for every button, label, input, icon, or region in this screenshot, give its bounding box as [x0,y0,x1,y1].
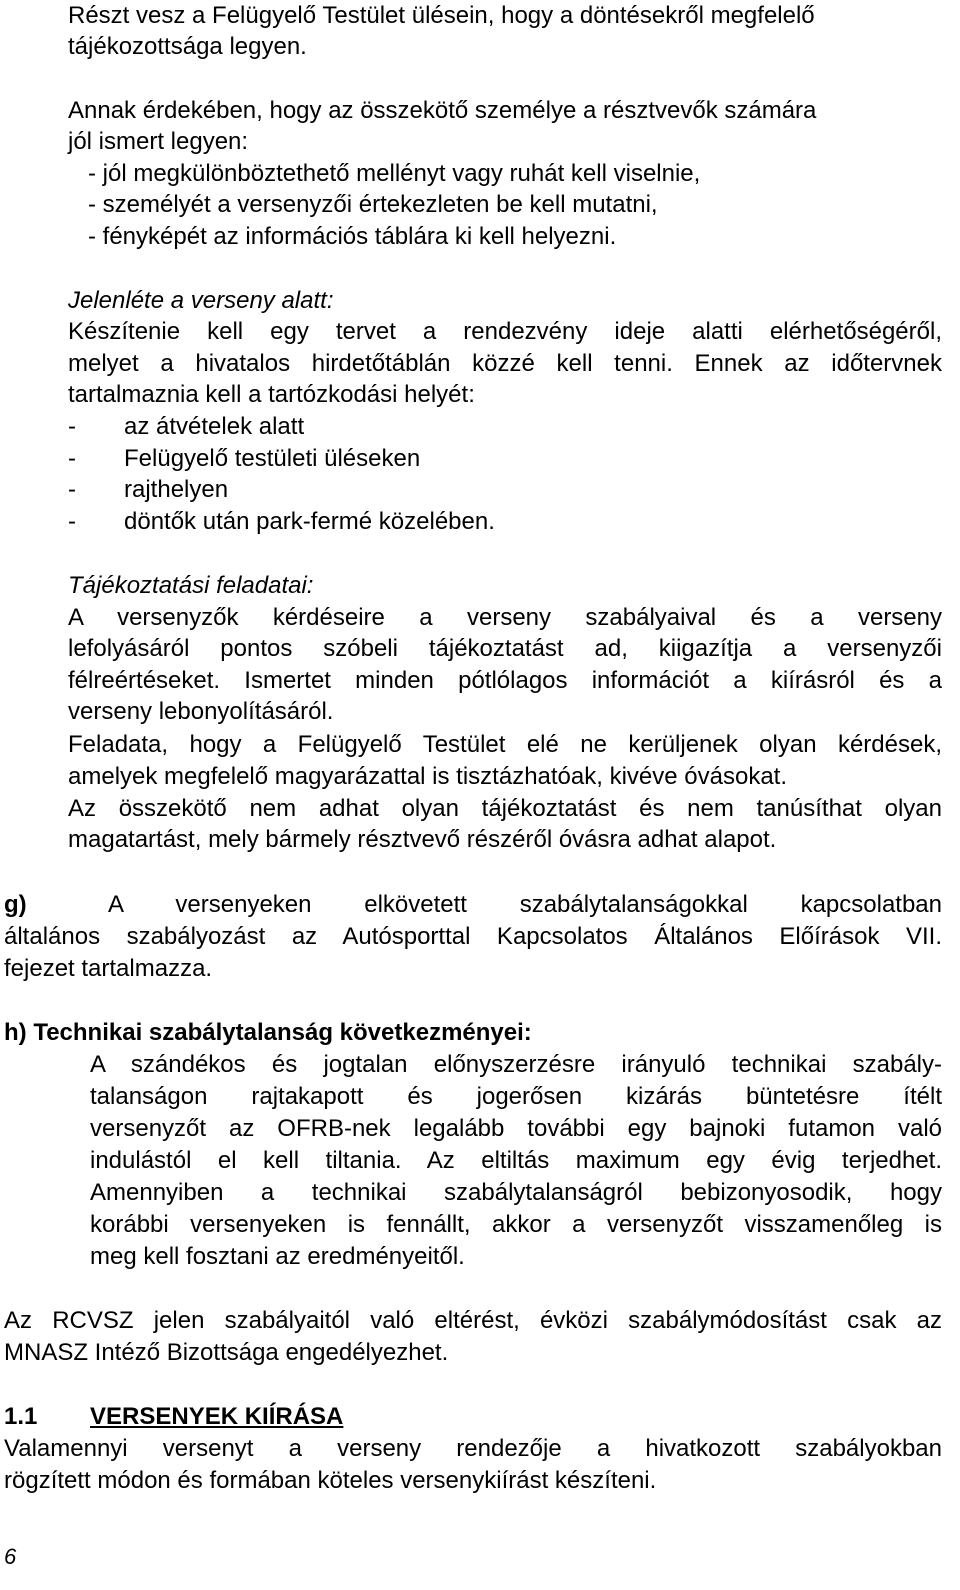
list-item: rajthelyen [124,476,229,503]
list-item: döntők után park-fermé közelében. [124,508,495,535]
paragraph-line: Az összekötő nem adhat olyan tájékoztatást és nem tanúsíthat olyan [68,795,942,822]
paragraph-line: félreértéseket. Ismertet minden pótlólagos információt a kiírásról és a [68,667,942,694]
section-number: 1.1 [4,1403,38,1430]
paragraph-line: tartalmaznia kell a tartózkodási helyét: [68,381,475,408]
list-dash: - [68,413,76,440]
section-title: VERSENYEK KIÍRÁSA [90,1403,344,1430]
paragraph-line: A szándékos és jogtalan előnyszerzésre irányuló technikai szabály- [90,1051,942,1078]
paragraph-line: verseny lebonyolításáról. [68,698,334,725]
paragraph-line: A versenyzők kérdéseire a verseny szabályaival és a verseny [68,604,942,631]
paragraph-line: magatartást, mely bármely résztvevő részéről óvásra adhat alapot. [68,826,777,853]
list-dash: - [68,476,76,503]
list-item: - személyét a versenyzői értekezleten be kell mutatni, [88,191,658,218]
paragraph-line: Készítenie kell egy tervet a rendezvény ideje alatti elérhetőségéről, [68,318,942,345]
paragraph-line: Részt vesz a Felügyelő Testület ülésein, hogy a döntésekről megfelelő [68,2,815,29]
paragraph-line: rögzített módon és formában köteles versenykiírást készíteni. [4,1467,657,1494]
paragraph-line: MNASZ Intéző Bizottsága engedélyezhet. [4,1339,449,1366]
paragraph-line: lefolyásáról pontos szóbeli tájékoztatást ad, kiigazítja a versenyzői [68,635,942,662]
list-dash: - [68,508,76,535]
paragraph-line: amelyek megfelelő magyarázattal is tisztázhatóak, kivéve óvásokat. [68,763,788,790]
paragraph-line: Feladata, hogy a Felügyelő Testület elé ne kerüljenek olyan kérdések, [68,731,942,758]
paragraph-line: Amennyiben a technikai szabálytalanságról bebizonyosodik, hogy [90,1179,942,1206]
paragraph-line: Annak érdekében, hogy az összekötő személye a résztvevők számára [68,97,817,124]
page-number: 6 [4,1544,17,1569]
section-heading: h) Technikai szabálytalanság következményei: [4,1019,532,1046]
list-item: - jól megkülönböztethető mellényt vagy ruhát kell viselnie, [88,160,701,187]
paragraph-line: korábbi versenyeken is fennállt, akkor a versenyzőt visszamenőleg is [90,1211,942,1238]
paragraph-line: Az RCVSZ jelen szabályaitól való eltérést, évközi szabálymódosítást csak az [4,1307,942,1334]
paragraph-line: talanságon rajtakapott és jogerősen kizárás büntetésre ítélt [90,1083,942,1110]
paragraph-line: versenyzőt az OFRB-nek legalább további egy bajnoki futamon való [90,1115,942,1142]
paragraph-line: Valamennyi versenyt a verseny rendezője a hivatkozott szabályokban [4,1435,942,1462]
section-heading: Tájékoztatási feladatai: [68,572,314,599]
paragraph-line: melyet a hivatalos hirdetőtáblán közzé kell tenni. Ennek az időtervnek [68,350,942,377]
paragraph-line: meg kell fosztani az eredményeitől. [90,1243,465,1270]
paragraph-line: jól ismert legyen: [68,128,249,155]
list-item: Felügyelő testületi üléseken [124,445,421,472]
list-item: az átvételek alatt [124,413,305,440]
paragraph-line: tájékozottsága legyen. [68,33,307,60]
section-label: g) [4,891,27,918]
list-dash: - [68,445,76,472]
section-heading: Jelenléte a verseny alatt: [68,287,334,314]
list-item: - fényképét az információs táblára ki kell helyezni. [88,223,617,250]
paragraph-line: általános szabályozást az Autósporttal Kapcsolatos Általános Előírások VII. [4,923,942,950]
paragraph-line: A versenyeken elkövetett szabálytalanságokkal kapcsolatban [108,891,942,918]
paragraph-line: fejezet tartalmazza. [4,955,213,982]
paragraph-line: indulástól el kell tiltania. Az eltiltás maximum egy évig terjedhet. [90,1147,942,1174]
